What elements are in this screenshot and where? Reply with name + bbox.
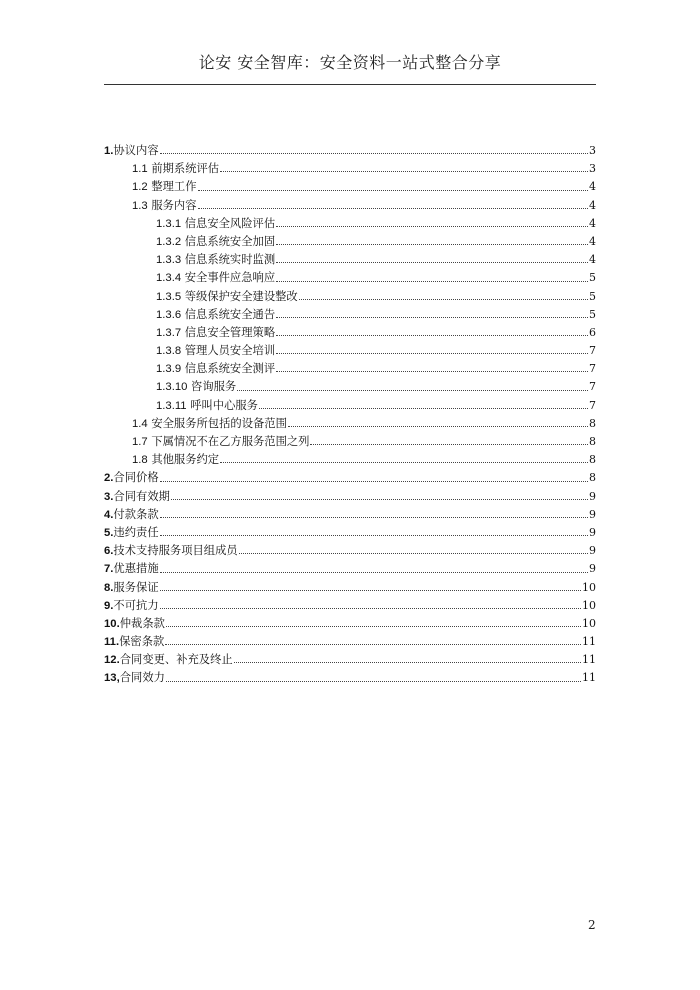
toc-entry-number: 1.3.8: [156, 345, 182, 358]
toc-entry-number: 1.3.11: [156, 399, 187, 412]
toc-entry-page: 7: [589, 344, 596, 358]
toc-dot-leader: [160, 481, 588, 482]
toc-entry-page: 9: [589, 525, 596, 539]
toc-entry-page: 9: [589, 544, 596, 558]
toc-entry[interactable]: [104, 378, 596, 396]
toc-entry-page: 9: [589, 507, 596, 521]
toc-entry-label: 付款条款: [113, 507, 159, 521]
toc-entry-number: 1.2: [132, 181, 148, 194]
toc-entry[interactable]: [104, 269, 596, 287]
table-of-contents: [104, 142, 596, 688]
toc-entry-page: 7: [589, 398, 596, 412]
toc-entry-label: 安全服务所包括的设备范围: [151, 416, 287, 430]
toc-entry[interactable]: [104, 669, 596, 687]
toc-entry-label: 信息系统实时监测: [184, 253, 276, 267]
toc-entry-label: 信息系统安全加固: [184, 234, 276, 248]
toc-entry[interactable]: [104, 306, 596, 324]
toc-entry-page: 5: [589, 307, 596, 321]
toc-entry-number: 1.3.1: [156, 217, 182, 230]
toc-dot-leader: [239, 553, 588, 554]
toc-entry-page: 4: [589, 216, 596, 230]
toc-dot-leader: [276, 281, 588, 282]
page-number: 2: [588, 918, 596, 932]
toc-entry[interactable]: [104, 469, 596, 487]
toc-dot-leader: [220, 462, 588, 463]
toc-dot-leader: [166, 681, 581, 682]
toc-entry-label: 信息安全管理策略: [184, 325, 276, 339]
toc-entry-label: 信息系统安全测评: [184, 362, 276, 376]
toc-entry[interactable]: [104, 288, 596, 306]
toc-dot-leader: [234, 662, 581, 663]
toc-dot-leader: [160, 608, 581, 609]
toc-entry-page: 10: [582, 616, 596, 630]
toc-entry-number: 1.3.6: [156, 308, 182, 321]
toc-entry[interactable]: [104, 542, 596, 560]
toc-entry-number: 1.8: [132, 454, 148, 467]
toc-entry-label: 等级保护安全建设整改: [184, 289, 298, 303]
toc-entry-page: 3: [589, 144, 596, 157]
toc-dot-leader: [276, 335, 588, 336]
toc-entry-label: 合同有效期: [113, 489, 170, 503]
toc-entry-label: 优惠措施: [113, 562, 159, 576]
toc-entry-number: 1.7: [132, 436, 148, 448]
toc-entry-number: 7.: [104, 563, 114, 576]
toc-entry-number: 1.3.10: [156, 381, 188, 394]
toc-entry-label: 协议内容: [113, 144, 159, 157]
toc-dot-leader: [276, 244, 588, 245]
toc-entry-page: 11: [582, 635, 596, 649]
toc-entry-number: 1.3.4: [156, 272, 182, 285]
toc-entry[interactable]: [104, 579, 596, 597]
toc-entry-number: 1.3.9: [156, 363, 182, 376]
toc-dot-leader: [237, 390, 588, 391]
toc-entry-page: 11: [582, 671, 596, 685]
toc-entry-page: 10: [582, 598, 596, 612]
toc-entry-label: 仲裁条款: [119, 616, 165, 630]
toc-dot-leader: [276, 317, 588, 318]
toc-entry[interactable]: [104, 433, 596, 451]
toc-entry-label: 前期系统评估: [151, 162, 220, 176]
toc-entry-number: 4.: [104, 508, 114, 521]
toc-entry[interactable]: [104, 342, 596, 360]
toc-dot-leader: [276, 262, 588, 263]
toc-dot-leader: [276, 353, 588, 354]
toc-entry[interactable]: [104, 560, 596, 578]
toc-entry-number: 11.: [104, 636, 120, 649]
toc-entry-page: 7: [589, 362, 596, 376]
toc-entry-number: 1.3.3: [156, 254, 182, 267]
toc-entry-page: 11: [582, 653, 596, 667]
toc-entry-page: 4: [589, 253, 596, 267]
toc-dot-leader: [171, 499, 588, 500]
toc-entry-page: 9: [589, 562, 596, 576]
toc-entry-page: 3: [589, 162, 596, 176]
toc-entry-number: 10.: [104, 617, 120, 630]
page-header-title: 论安 安全智库：安全资料一站式整合分享: [198, 53, 502, 72]
toc-dot-leader: [160, 535, 588, 536]
toc-dot-leader: [299, 299, 588, 300]
toc-entry-label: 合同价格: [113, 471, 159, 485]
toc-dot-leader: [166, 626, 581, 627]
toc-entry-label: 服务保证: [113, 580, 159, 594]
toc-dot-leader: [160, 517, 588, 518]
toc-entry-label: 整理工作: [151, 180, 197, 194]
toc-entry[interactable]: [104, 251, 596, 269]
toc-dot-leader: [165, 644, 581, 645]
toc-entry[interactable]: [104, 178, 596, 196]
toc-entry-page: 4: [589, 198, 596, 212]
toc-entry[interactable]: [104, 506, 596, 524]
toc-dot-leader: [198, 208, 588, 209]
toc-entry[interactable]: [104, 451, 596, 469]
toc-entry-number: 1.1: [132, 163, 148, 176]
toc-entry-label: 信息安全风险评估: [184, 216, 276, 230]
toc-entry-page: 8: [589, 416, 596, 430]
toc-entry-label: 合同变更、补充及终止: [119, 653, 233, 667]
toc-entry-label: 管理人员安全培训: [184, 344, 276, 358]
toc-entry-number: 1.: [104, 145, 114, 157]
toc-entry-number: 13,: [104, 672, 120, 685]
toc-dot-leader: [276, 371, 588, 372]
toc-entry-page: 5: [589, 271, 596, 285]
toc-dot-leader: [276, 226, 588, 227]
toc-entry-number: 2.: [104, 472, 114, 485]
toc-entry[interactable]: [104, 397, 596, 415]
toc-entry-number: 1.4: [132, 417, 148, 430]
toc-entry[interactable]: [104, 197, 596, 215]
toc-entry-label: 信息系统安全通告: [184, 307, 276, 321]
toc-entry-number: 1.3.2: [156, 235, 182, 248]
toc-entry-page: 5: [589, 289, 596, 303]
toc-entry-page: 9: [589, 489, 596, 503]
toc-entry[interactable]: [104, 142, 596, 160]
toc-entry-page: 6: [589, 325, 596, 339]
toc-entry[interactable]: [104, 488, 596, 506]
toc-entry-label: 服务内容: [151, 198, 197, 212]
toc-entry-page: 8: [589, 435, 596, 448]
toc-entry[interactable]: [104, 651, 596, 669]
toc-entry[interactable]: [104, 633, 596, 651]
toc-entry-label: 技术支持服务项目组成员: [113, 544, 238, 558]
toc-entry-number: 6.: [104, 545, 114, 558]
toc-entry-number: 5.: [104, 526, 114, 539]
toc-entry[interactable]: [104, 597, 596, 615]
toc-dot-leader: [198, 190, 588, 191]
toc-dot-leader: [259, 408, 588, 409]
toc-entry-page: 8: [589, 471, 596, 485]
toc-entry-page: 4: [589, 234, 596, 248]
toc-dot-leader: [160, 153, 588, 154]
header-rule: [104, 84, 596, 85]
toc-entry-label: 不可抗力: [113, 598, 159, 612]
toc-entry-label: 安全事件应急响应: [184, 271, 276, 285]
toc-entry[interactable]: [104, 415, 596, 433]
toc-entry-label: 合同效力: [119, 671, 165, 685]
toc-entry[interactable]: [104, 360, 596, 378]
toc-entry[interactable]: [104, 615, 596, 633]
toc-entry-number: 12.: [104, 654, 120, 667]
toc-entry[interactable]: [104, 524, 596, 542]
toc-entry[interactable]: [104, 160, 596, 178]
toc-entry[interactable]: [104, 233, 596, 251]
toc-entry-label: 呼叫中心服务: [190, 398, 258, 412]
toc-entry-number: 8.: [104, 581, 114, 594]
toc-entry-number: 1.3.5: [156, 290, 182, 303]
toc-entry[interactable]: [104, 215, 596, 233]
toc-entry-label: 违约责任: [113, 525, 159, 539]
toc-entry-label: 其他服务约定: [151, 453, 220, 467]
toc-entry-label: 保密条款: [119, 635, 165, 649]
toc-entry-number: 1.3: [132, 199, 148, 212]
toc-dot-leader: [160, 572, 588, 573]
toc-dot-leader: [220, 171, 588, 172]
toc-entry-number: 3.: [104, 490, 114, 503]
toc-dot-leader: [288, 426, 588, 427]
toc-entry-label: 咨询服务: [191, 380, 237, 394]
toc-entry-page: 8: [589, 453, 596, 467]
toc-entry-page: 4: [589, 180, 596, 194]
toc-dot-leader: [310, 444, 588, 445]
toc-entry-page: 7: [589, 380, 596, 394]
toc-entry-number: 1.3.7: [156, 326, 182, 339]
toc-entry-number: 9.: [104, 599, 114, 612]
toc-entry[interactable]: [104, 324, 596, 342]
toc-entry-page: 10: [582, 580, 596, 594]
toc-dot-leader: [160, 590, 581, 591]
toc-entry-label: 下属情况不在乙方服务范围之列: [151, 435, 310, 448]
